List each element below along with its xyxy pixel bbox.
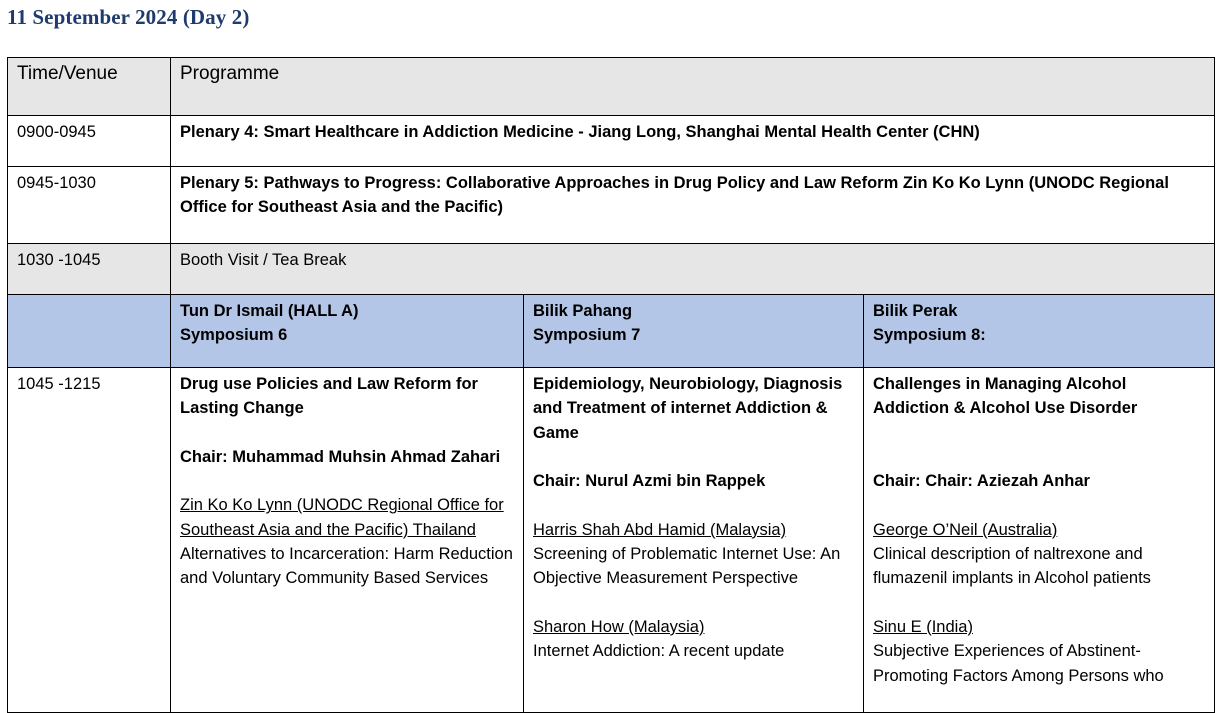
symposium-chair: Chair: Muhammad Muhsin Ahmad Zahari: [180, 447, 501, 466]
speaker-name: Sinu E (India): [873, 617, 973, 636]
symposium-cell: [171, 368, 524, 713]
symposium-title: Drug use Policies and Law Reform for Lasting Change: [180, 375, 478, 418]
row-programme: Booth Visit / Tea Break: [171, 244, 1215, 295]
talk-title: Internet Addiction: A recent update: [533, 642, 785, 661]
symposium-title: Epidemiology, Neurobiology, Diagnosis and Treatment of internet Addiction & Game: [533, 375, 843, 442]
header-programme: Programme: [171, 58, 1215, 116]
session-row: [8, 368, 1215, 713]
talk-title: Screening of Problematic Internet Use: An Objective Measurement Perspective: [533, 545, 841, 588]
talk-title: Clinical description of naltrexone and flumazenil implants in Alcohol patients: [873, 545, 1151, 588]
venue-cell: [864, 295, 1215, 368]
speaker-name: Harris Shah Abd Hamid (Malaysia): [533, 520, 787, 539]
symposium-title: Challenges in Managing Alcohol Addiction & Alcohol Use Disorder: [873, 375, 1138, 418]
venue-row: [8, 295, 1215, 368]
venue-cell: [171, 295, 524, 368]
speaker-name: George O’Neil (Australia): [873, 520, 1058, 539]
venue-cell: [524, 295, 864, 368]
talk-title: Subjective Experiences of Abstinent-Promoting Factors Among Persons who: [873, 642, 1164, 685]
symposium-cell: [864, 368, 1215, 713]
symposium-label: Symposium 6: [180, 326, 288, 345]
row-programme: Plenary 4: Smart Healthcare in Addiction Medicine - Jiang Long, Shanghai Mental Health Center (CHN): [171, 116, 1215, 167]
day-title: 11 September 2024 (Day 2): [7, 5, 250, 29]
symposium-chair: Chair: Nurul Azmi bin Rappek: [533, 472, 766, 491]
symposium-label: Symposium 8:: [873, 326, 986, 345]
header-time-venue: Time/Venue: [8, 58, 171, 116]
venue-name: Bilik Pahang: [533, 302, 633, 320]
table-row: [8, 116, 1215, 167]
session-time: 1045 -1215: [8, 368, 171, 713]
symposium-chair: Chair: Chair: Aziezah Anhar: [873, 472, 1090, 491]
symposium-label: Symposium 7: [533, 326, 641, 345]
symposium-cell: [524, 368, 864, 713]
venue-name: Tun Dr Ismail (HALL A): [180, 302, 359, 320]
venue-name: Bilik Perak: [873, 302, 958, 320]
programme-table: [7, 57, 1215, 713]
talk-title: Alternatives to Incarceration: Harm Reduction and Voluntary Community Based Services: [180, 545, 513, 588]
venue-time-empty: [8, 295, 171, 368]
table-row: [8, 244, 1215, 295]
speaker-name: Zin Ko Ko Lynn (UNODC Regional Office for Southeast Asia and the Pacific) Thailand: [180, 496, 504, 539]
row-programme: Plenary 5: Pathways to Progress: Collaborative Approaches in Drug Policy and Law Reform Zin Ko Ko Lynn (UNODC Regional Office for Southeast Asia and the Pacific): [171, 167, 1215, 244]
table-header-row: [8, 58, 1215, 116]
row-time: 0900-0945: [8, 116, 171, 167]
row-time: 1030 -1045: [8, 244, 171, 295]
table-row: [8, 167, 1215, 244]
row-time: 0945-1030: [8, 167, 171, 244]
speaker-name: Sharon How (Malaysia): [533, 617, 705, 636]
